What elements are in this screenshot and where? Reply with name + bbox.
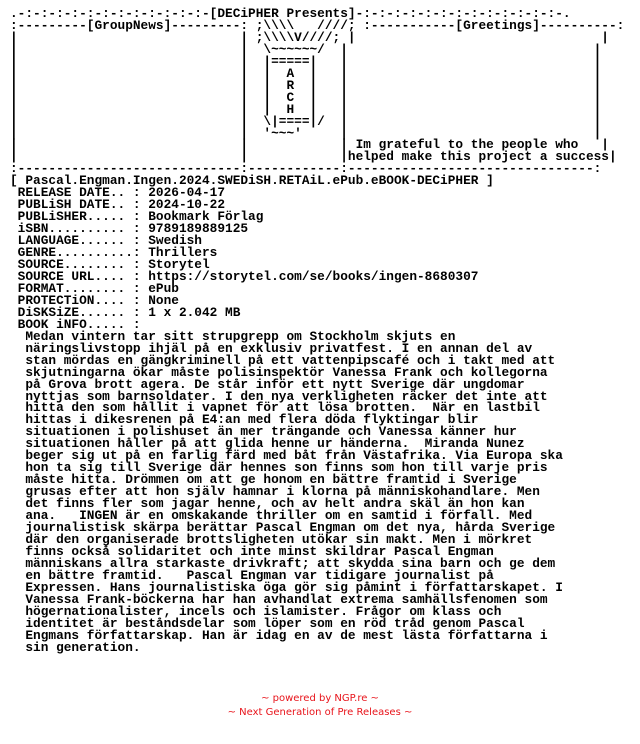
nfo-line: LANGUAGE...... : Swedish: [10, 233, 202, 249]
nfo-line: | | | Im grateful to the people who |: [10, 137, 609, 153]
nfo-line: GENRE..........: Thrillers: [10, 245, 218, 261]
nfo-line: | | '~~~' | |: [10, 125, 602, 141]
nfo-line: Vanessa Frank-böckerna har han avhandlat extrema samhällsfenomen som: [10, 591, 548, 607]
nfo-line: finns också solidaritet och inte minst skildrar Pascal Engman: [10, 543, 494, 559]
nfo-line: skjutningarna ökar måste polisinspektör Vanessa Frank och kollegorna: [10, 364, 548, 380]
nfo-line: nyttjas som barnsoldater. I den nya verkligheten räcker det inte att: [10, 388, 548, 404]
nfo-line: FORMAT........ : ePub: [10, 280, 179, 296]
nfo-line: människans allra starkaste drivkraft; att skydda sina barn och ge dem: [10, 555, 556, 571]
nfo-text: [10, 8, 624, 653]
nfo-line: stan mördas en gängkriminell på ett vattenpipscafé och i takt med att: [10, 352, 556, 368]
nfo-line: måste hitta. Drömmen om att ge honom en bättre framtid i Sverige: [10, 472, 517, 488]
nfo-line: | | \|====|/ | |: [10, 113, 602, 129]
nfo-line: ana. INGEN är en omskakande thriller om en samtid i förfall. Med: [10, 508, 533, 524]
nfo-line: Engmans författarskap. Han är idag en av de mest lästa författarna i: [10, 627, 548, 643]
nfo-line: beger sig ut på en farlig färd med båt från Västafrika. Via Europa ska: [10, 448, 563, 464]
nfo-line: BOOK iNFO..... :: [10, 316, 141, 332]
nfo-line: DiSKSiZE...... : 1 x 2.042 MB: [10, 304, 241, 320]
nfo-line: | | | H | | |: [10, 101, 602, 117]
nfo-line: :---------[GroupNews]---------: ;\\\\ ////; :-----------[Greetings]----------:: [10, 17, 625, 33]
nfo-line: hitta den som hållit i vapnet för att lösa brotten. När en lastbil: [10, 400, 540, 416]
nfo-line: situationen i polishuset än mer trängande och Vanessa känner hur: [10, 424, 517, 440]
nfo-line: | | |=====| | |: [10, 53, 602, 69]
nfo-line: | | ;\\\\V////; | |: [10, 29, 609, 45]
nfo-line: situationen håller på att glida henne ur händerna. Miranda Nunez: [10, 436, 525, 452]
nfo-line: :-----------------------------:------------:--------------------------------:: [10, 161, 602, 177]
nfo-line: RELEASE DATE.. : 2026-04-17: [10, 185, 226, 201]
nfo-line: identitet är beståndsdelar som löper som en röd tråd genom Pascal: [10, 615, 525, 631]
nfo-line: journalistisk skärpa berättar Pascal Engman om det nya, hårda Sverige: [10, 519, 556, 535]
nfo-line: [ Pascal.Engman.Ingen.2024.SWEDiSH.RETAiL.ePub.eBOOK-DECiPHER ]: [10, 173, 494, 189]
tagline-text: ~ Next Generation of Pre Releases ~: [227, 707, 413, 718]
nfo-line: .-:-:-:-:-:-:-:-:-:-:-:-:-[DECiPHER Presents]-:-:-:-:-:-:-:-:-:-:-:-:-:-.: [10, 6, 571, 21]
nfo-line: | | | A | | |: [10, 65, 602, 81]
nfo-line: SOURCE URL.... : https://storytel.com/se/books/ingen-8680307: [10, 268, 479, 284]
nfo-line: där den organiserade brottsligheten utökar sin makt. Men i mörkret: [10, 531, 533, 547]
nfo-line: Medan vintern tar sitt strupgrepp om Stockholm skjuts en: [10, 328, 456, 344]
nfo-line: Expressen. Hans journalistiska öga gör sig påmint i författarskapet. I: [10, 579, 563, 595]
nfo-line: | | | R | | |: [10, 77, 602, 93]
nfo-line: hittas i dikesrenen på E4:an med flera döda flyktingar blir: [10, 412, 479, 428]
nfo-line: en bättre framtid. Pascal Engman var tidigare journalist på: [10, 567, 494, 583]
nfo-line: det finns fler som jagar henne, och av helt andra skäl än hon kan: [10, 496, 525, 512]
nfo-line: näringslivstopp ihjäl på en exklusiv privatfest. I en annan del av: [10, 340, 533, 356]
nfo-line: | | | C | | |: [10, 89, 602, 105]
nfo-line: på Grova brott agera. De står inför ett nytt Sverige där ungdomar: [10, 376, 525, 392]
powered-by-text: ~ powered by NGP.re ~: [261, 693, 379, 704]
nfo-line: SOURCE........ : Storytel: [10, 257, 210, 273]
nfo-line: hon ta sig till Sverige där hennes son finns som hon till varje pris: [10, 460, 548, 476]
nfo-line: iSBN.......... : 9789189889125: [10, 221, 249, 237]
nfo-line: sin generation.: [10, 639, 141, 655]
nfo-line: | | \~~~~~~/ | |: [10, 41, 602, 57]
nfo-line: | | |helped make this project a success|: [10, 149, 617, 165]
nfo-line: PUBLiSH DATE.. : 2024-10-22: [10, 197, 226, 213]
nfo-line: högernationalister, incels och islamister. Frågor om klass och: [10, 603, 502, 619]
nfo-line: PROTECTiON.... : None: [10, 292, 179, 308]
nfo-line: PUBLiSHER..... : Bookmark Förlag: [10, 209, 264, 225]
footer: [0, 692, 640, 720]
nfo-line: grusas efter att hon själv hamnar i klorna på människohandlare. Men: [10, 484, 540, 500]
